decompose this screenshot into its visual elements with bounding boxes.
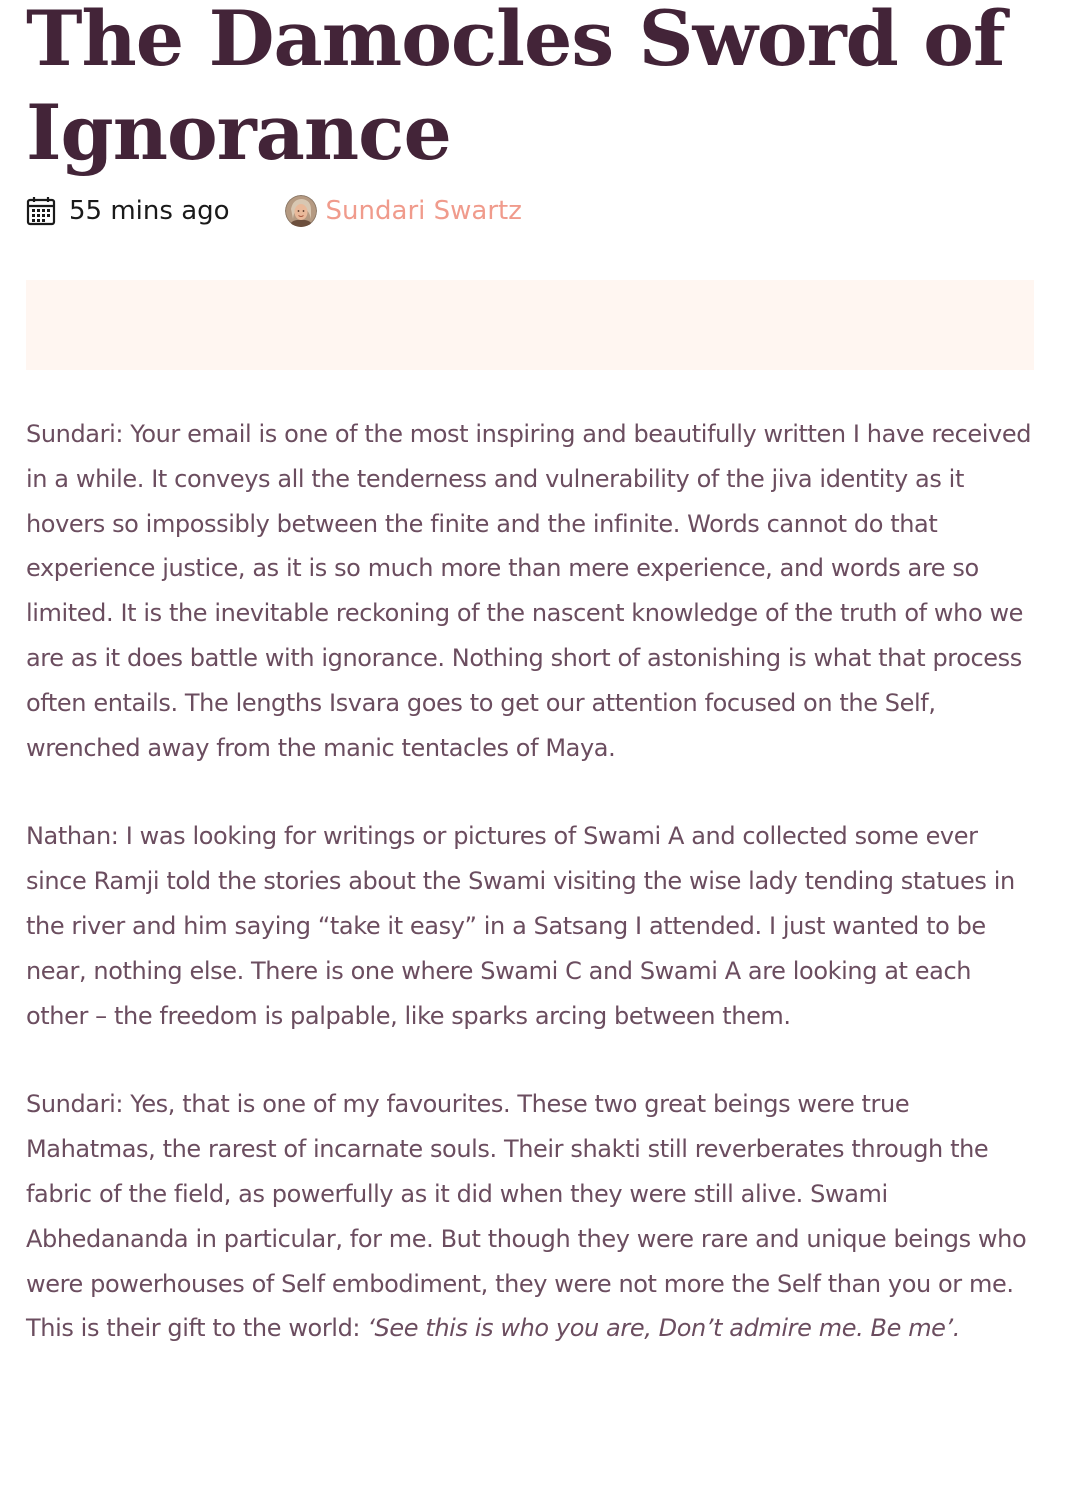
calendar-icon [26, 196, 56, 226]
paragraph-text: Sundari: Yes, that is one of my favourites. These two great beings were true Mahatmas, the rarest of incarnate souls. Their shakti still reverberates through the fabric of the field, as powerfully as it did when they were still alive. Swami Abhedananda in particular, for me. But though they were rare and unique beings who were powerhouses of Self embodiment, they were not more the Self than you or me. This is their gift to the world: [26, 1090, 1027, 1343]
paragraph: Sundari: Your email is one of the most inspiring and beautifully written I have received in a while. It conveys all the tenderness and vulnerability of the jiva identity as it hovers so impossibly between the finite and the infinite. Words cannot do that experience justice, as it is so much more than mere experience, and words are so limited. It is the inevitable reckoning of the nascent knowledge of the truth of who we are as it does battle with ignorance. Nothing short of astonishing is what that process often entails. The lengths Isvara goes to get our attention focused on the Self, wrenched away from the manic tentacles of Maya. [26, 420, 1032, 762]
article-title: The Damocles Sword of Ignorance [26, 0, 1005, 177]
article-body [26, 412, 1038, 1395]
paragraph: Nathan: I was looking for writings or pictures of Swami A and collected some ever since Ramji told the stories about the Swami visiting the wise lady tending statues in the river and him saying “take it easy” in a Satsang I attended. I just wanted to be near, nothing else. There is one where Swami C and Swami A are looking at each other – the freedom is palpable, like sparks arcing between them. [26, 822, 1015, 1030]
author-avatar[interactable] [285, 195, 317, 227]
paragraph [26, 1082, 1038, 1351]
post-date: 55 mins ago [69, 196, 230, 226]
quote: ‘See this is who you are, Don’t admire me. Be me’. [367, 1314, 961, 1343]
author-link[interactable]: Sundari Swartz [325, 196, 522, 226]
featured-banner [26, 280, 1034, 370]
article-meta [26, 190, 522, 232]
